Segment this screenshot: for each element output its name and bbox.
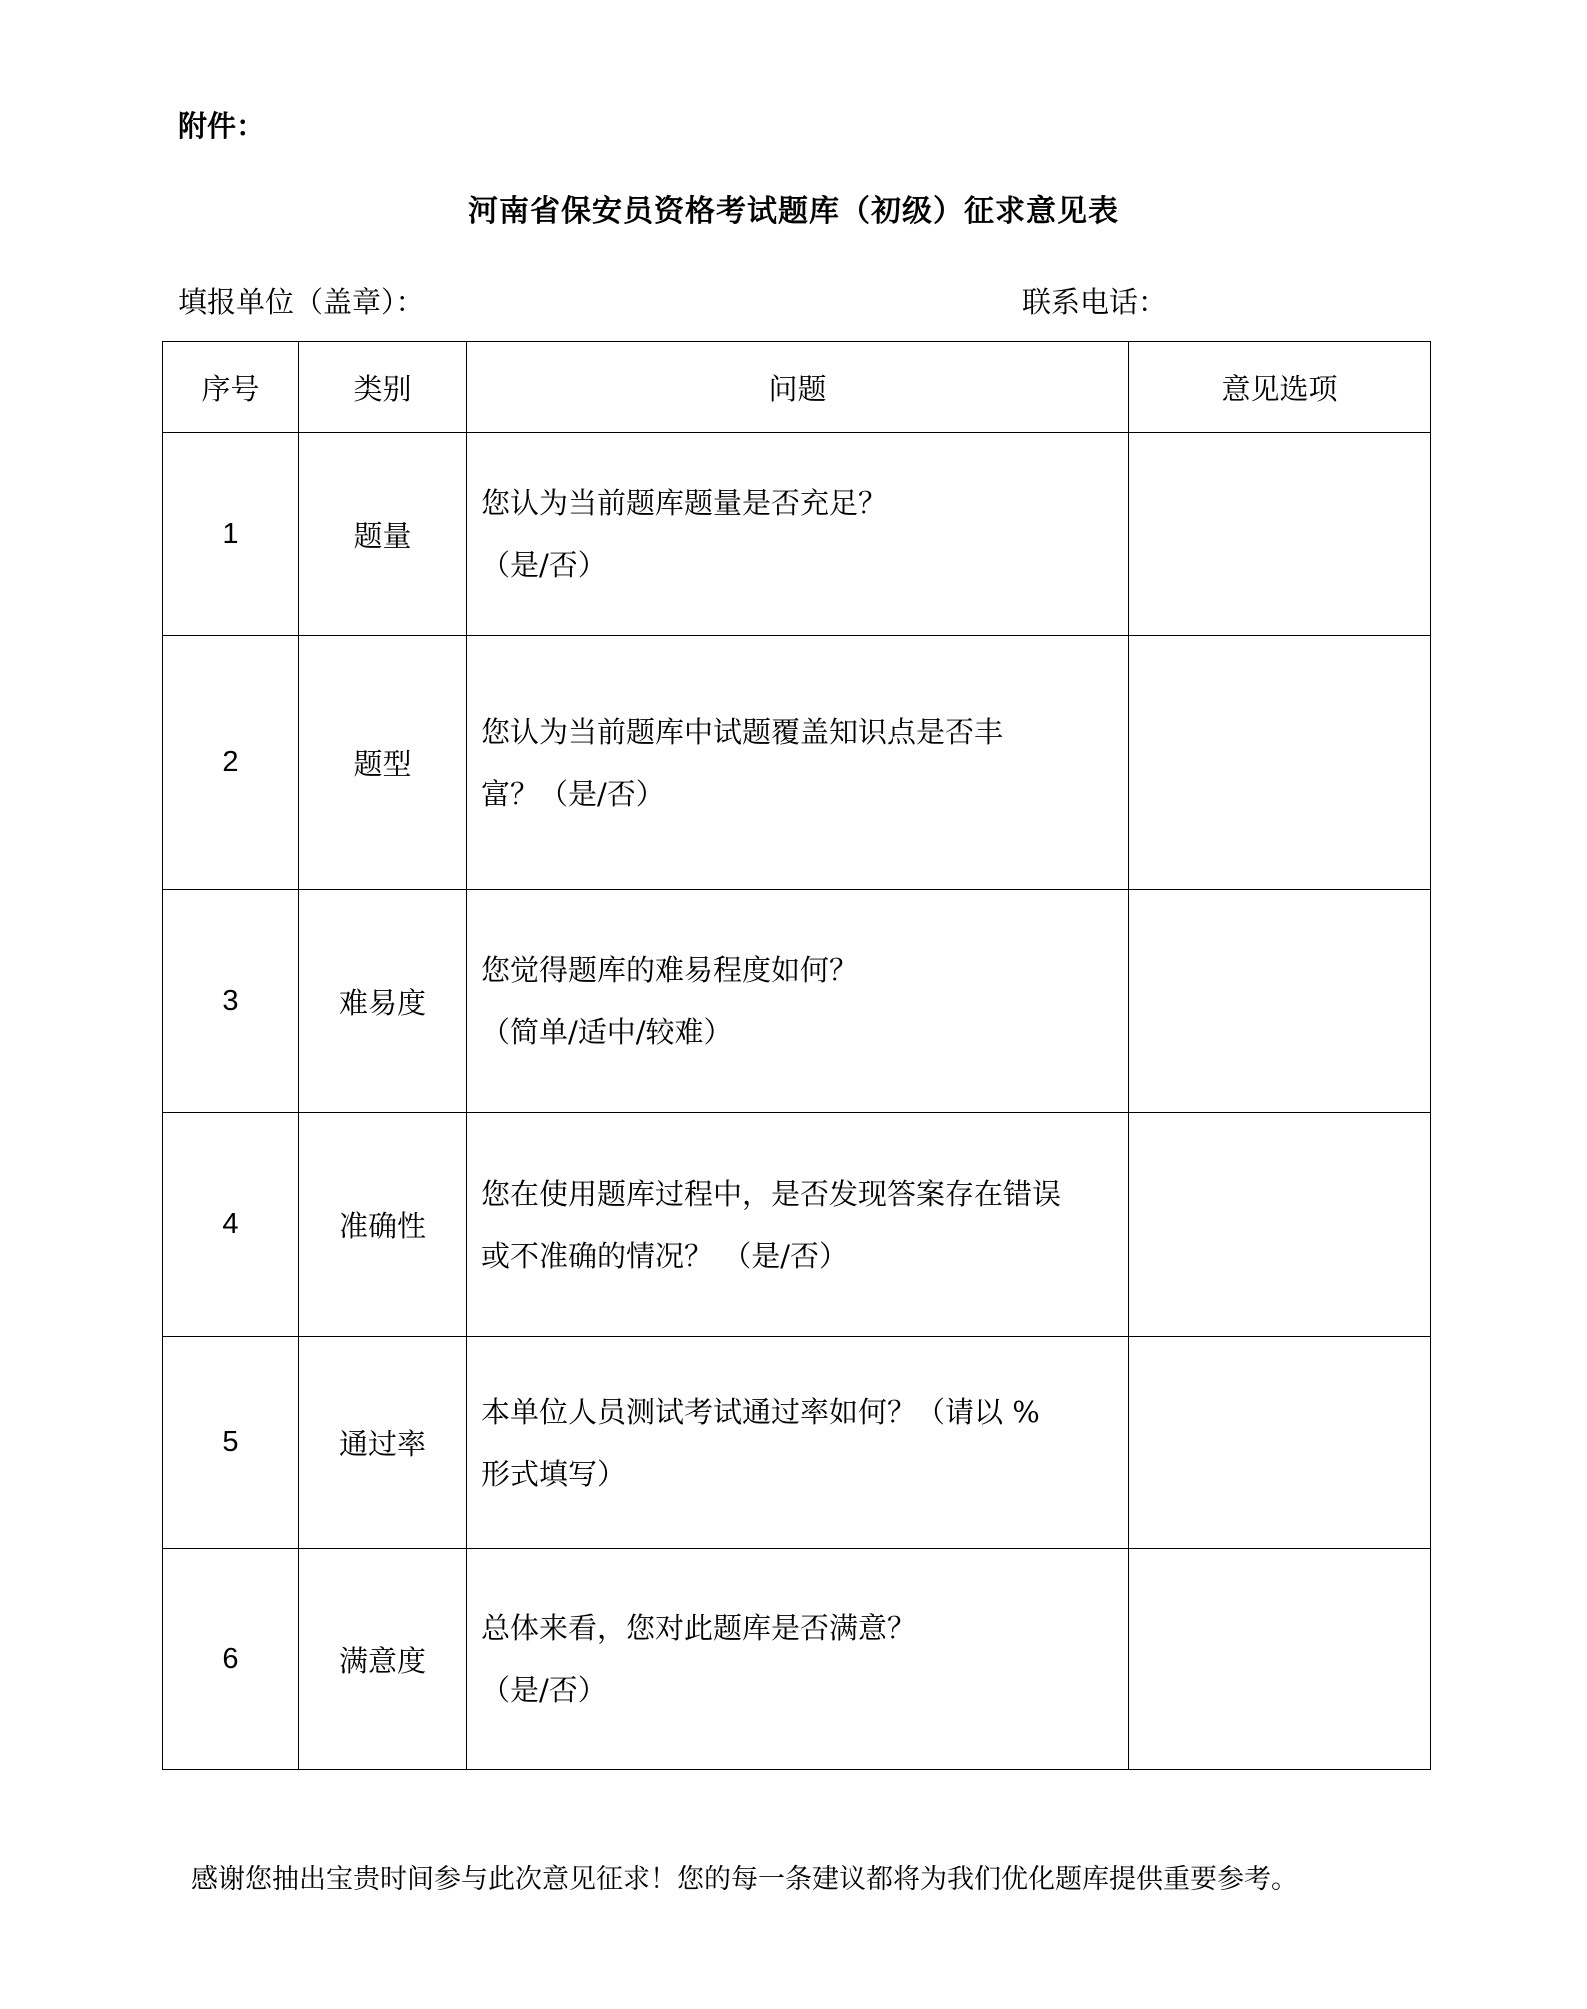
- row-category: 通过率: [299, 1337, 467, 1549]
- table-row: [163, 1337, 1431, 1549]
- row-question: [467, 1337, 1129, 1549]
- attachment-label: 附件：: [178, 109, 266, 143]
- row-question: [467, 433, 1129, 636]
- table-row: [163, 890, 1431, 1113]
- opinion-cell[interactable]: [1129, 433, 1431, 636]
- row-number: 1: [163, 433, 299, 636]
- row-number: 4: [163, 1113, 299, 1337]
- question-line: 或不准确的情况？ （是/否）: [481, 1238, 848, 1273]
- question-line: （简单/适中/较难）: [481, 1015, 733, 1049]
- row-number: 3: [163, 890, 299, 1113]
- opinion-cell[interactable]: [1129, 636, 1431, 890]
- row-number: 6: [163, 1549, 299, 1770]
- row-question: [467, 636, 1129, 890]
- row-number: 5: [163, 1337, 299, 1549]
- question-line: （是/否）: [481, 548, 607, 582]
- table-header-row: [163, 342, 1431, 433]
- row-category: 准确性: [299, 1113, 467, 1337]
- thanks-note: 感谢您抽出宝贵时间参与此次意见征求！您的每一条建议都将为我们优化题库提供重要参考。: [191, 1864, 1298, 1895]
- question-line: 总体来看，您对此题库是否满意？: [481, 1611, 917, 1645]
- opinion-cell[interactable]: [1129, 1113, 1431, 1337]
- opinion-cell[interactable]: [1129, 1549, 1431, 1770]
- opinion-cell[interactable]: [1129, 890, 1431, 1113]
- question-line: 您在使用题库过程中，是否发现答案存在错误: [481, 1176, 1062, 1211]
- row-question: [467, 890, 1129, 1113]
- header-no: 序号: [163, 342, 299, 433]
- question-line: 您认为当前题库题量是否充足？: [481, 486, 888, 520]
- question-line: 您觉得题库的难易程度如何？: [481, 953, 859, 987]
- question-line: 形式填写）: [481, 1456, 627, 1491]
- table-row: [163, 1113, 1431, 1337]
- row-category: 题型: [299, 636, 467, 890]
- table-row: [163, 636, 1431, 890]
- question-line: 您认为当前题库中试题覆盖知识点是否丰: [481, 714, 1004, 749]
- header-category: 类别: [299, 342, 467, 433]
- survey-table: [162, 341, 1431, 1770]
- table-row: [163, 433, 1431, 636]
- row-question: [467, 1549, 1129, 1770]
- row-category: 满意度: [299, 1549, 467, 1770]
- phone-field-label: 联系电话：: [1022, 285, 1168, 319]
- header-question: 问题: [467, 342, 1129, 433]
- row-number: 2: [163, 636, 299, 890]
- unit-field-label: 填报单位（盖章）：: [178, 285, 425, 319]
- opinion-cell[interactable]: [1129, 1337, 1431, 1549]
- header-opinion: 意见选项: [1129, 342, 1431, 433]
- question-line: 本单位人员测试考试通过率如何？（请以 %: [481, 1394, 1040, 1429]
- page-title: 河南省保安员资格考试题库（初级）征求意见表: [468, 194, 1119, 229]
- row-category: 难易度: [299, 890, 467, 1113]
- question-line: （是/否）: [481, 1673, 607, 1707]
- table-row: [163, 1549, 1431, 1770]
- row-question: [467, 1113, 1129, 1337]
- row-category: 题量: [299, 433, 467, 636]
- question-line: 富？（是/否）: [481, 776, 665, 811]
